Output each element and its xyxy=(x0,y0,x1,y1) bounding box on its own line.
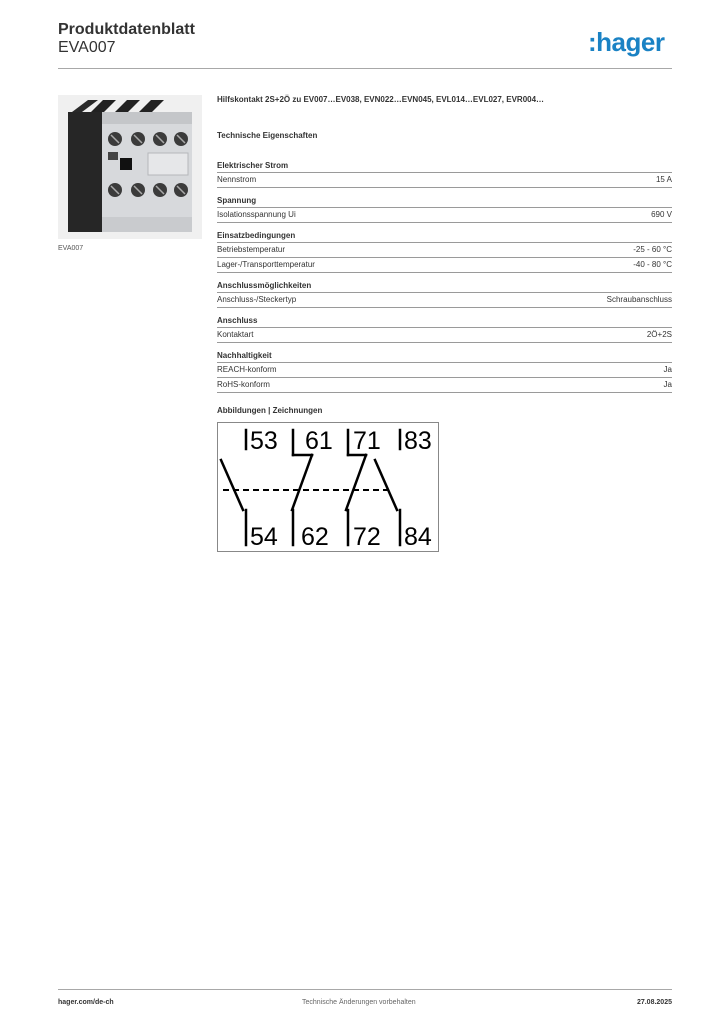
drawings-title: Abbildungen | Zeichnungen xyxy=(217,406,323,415)
footer-disclaimer: Technische Änderungen vorbehalten xyxy=(302,999,416,1006)
terminal-label-bottom-1: 54 xyxy=(250,523,278,551)
spec-value: 690 V xyxy=(651,210,672,219)
spec-row xyxy=(217,328,672,343)
spec-row xyxy=(217,173,672,188)
footer-date: 27.08.2025 xyxy=(636,999,672,1006)
header-divider xyxy=(58,68,672,69)
footer-divider xyxy=(58,989,672,990)
hager-logo xyxy=(588,27,684,59)
spec-value: -25 - 60 °C xyxy=(633,245,672,254)
spec-group-title: Elektrischer Strom xyxy=(217,159,672,173)
terminal-label-bottom-2: 62 xyxy=(301,523,329,551)
spec-group xyxy=(217,279,672,308)
spec-label: RoHS-konform xyxy=(217,380,270,389)
spec-group-title: Einsatzbedingungen xyxy=(217,229,672,243)
spec-row xyxy=(217,208,672,223)
spec-value: Schraubanschluss xyxy=(606,295,672,304)
spec-label: Isolationsspannung Ui xyxy=(217,210,296,219)
spec-row xyxy=(217,378,672,393)
spec-label: Anschluss-/Steckertyp xyxy=(217,295,297,304)
spec-groups xyxy=(217,159,672,393)
spec-label: REACH-konform xyxy=(217,365,277,374)
spec-value: 2Ö+2S xyxy=(646,330,672,339)
terminal-label-top-4: 83 xyxy=(404,427,432,455)
spec-group xyxy=(217,314,672,343)
spec-label: Nennstrom xyxy=(217,175,257,184)
hager-logo-text: :hager xyxy=(588,27,665,57)
terminal-label-bottom-4: 84 xyxy=(404,523,432,551)
spec-row xyxy=(217,293,672,308)
spec-label: Kontaktart xyxy=(217,330,254,339)
terminal-label-top-2: 61 xyxy=(305,427,333,455)
spec-row xyxy=(217,363,672,378)
product-description: Hilfskontakt 2S+2Ö zu EV007…EV038, EVN022…EVN045, EVL014…EVL027, EVR004… xyxy=(217,95,545,104)
image-caption: EVA007 xyxy=(58,245,84,252)
spec-content xyxy=(217,95,672,552)
spec-row xyxy=(217,243,672,258)
spec-group-title: Anschlussmöglichkeiten xyxy=(217,279,672,293)
spec-value: 15 A xyxy=(655,175,672,184)
spec-row xyxy=(217,258,672,273)
spec-value: -40 - 80 °C xyxy=(633,260,672,269)
terminal-label-bottom-3: 72 xyxy=(353,523,381,551)
product-code: EVA007 xyxy=(58,39,116,56)
spec-group-title: Nachhaltigkeit xyxy=(217,349,672,363)
spec-label: Betriebstemperatur xyxy=(217,245,286,254)
header-title: Produktdatenblatt xyxy=(58,21,195,38)
terminal-label-top-1: 53 xyxy=(250,427,278,455)
spec-group xyxy=(217,349,672,393)
wiring-diagram xyxy=(217,422,439,552)
spec-group xyxy=(217,159,672,188)
spec-group-title: Spannung xyxy=(217,194,672,208)
footer-website-link[interactable]: hager.com/de-ch xyxy=(58,999,114,1006)
section-title: Technische Eigenschaften xyxy=(217,131,318,140)
spec-value: Ja xyxy=(663,380,672,389)
spec-label: Lager-/Transporttemperatur xyxy=(217,260,315,269)
spec-group xyxy=(217,229,672,273)
spec-value: Ja xyxy=(663,365,672,374)
terminal-label-top-3: 71 xyxy=(353,427,381,455)
product-image xyxy=(58,95,202,239)
spec-group xyxy=(217,194,672,223)
spec-group-title: Anschluss xyxy=(217,314,672,328)
